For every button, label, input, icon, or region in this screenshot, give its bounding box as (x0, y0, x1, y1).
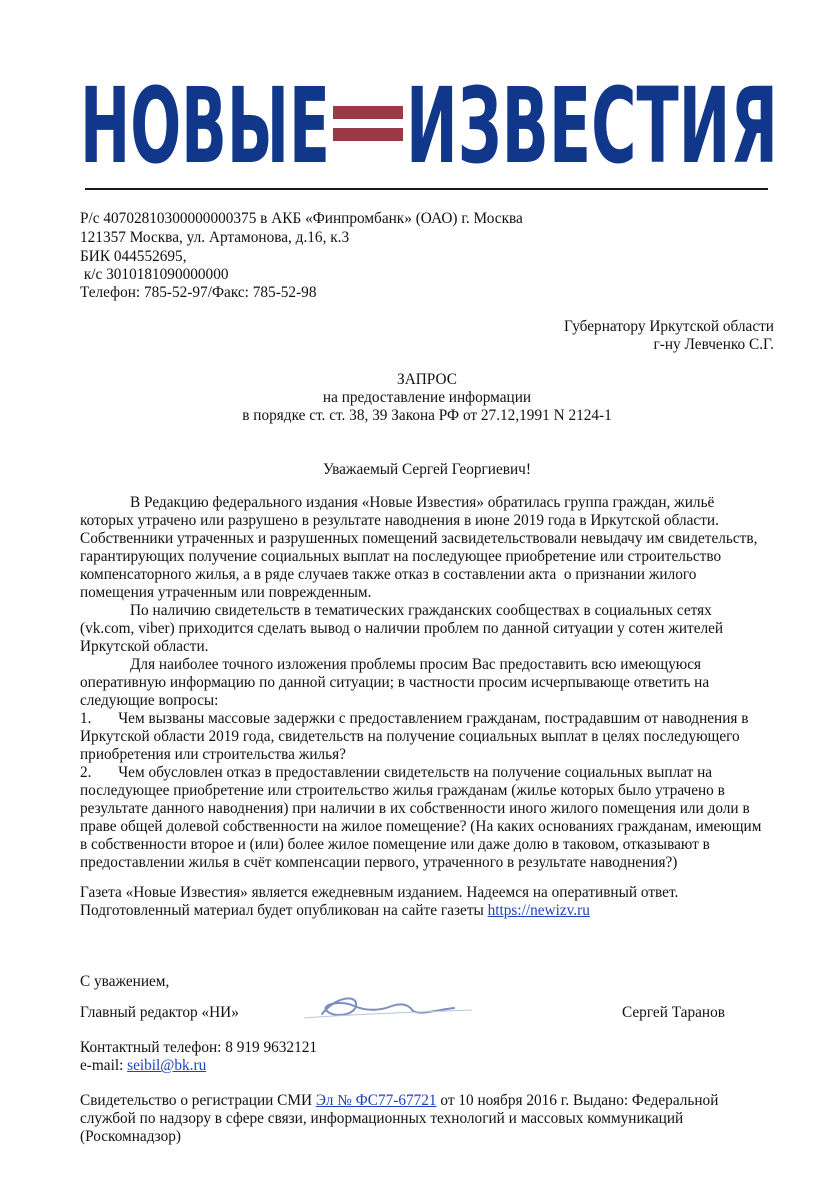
document-title: ЗАПРОС (397, 371, 457, 388)
body-line: следующие вопросы: (80, 692, 219, 709)
signer-name: Сергей Таранов (622, 1004, 725, 1021)
recipient-title: Губернатору Иркутской области (563, 318, 774, 335)
registration-link[interactable]: Эл № ФС77-67721 (315, 1092, 437, 1109)
document-legal-basis: в порядке ст. ст. 38, 39 Закона РФ от 27.12,1991 N 2124-1 (242, 407, 612, 424)
logo-word-izvestiya: ИЗВЕСТИЯ (406, 82, 778, 164)
body-line: которых утрачено или разрушено в результате наводнения в июне 2019 года в Иркутской области. (80, 512, 719, 529)
requisite-line: Телефон: 785-52-97/Факс: 785-52-98 (80, 284, 317, 301)
registration-prefix: Свидетельство о регистрации СМИ (80, 1092, 316, 1109)
body-line: (vk.com, viber) приходится сделать вывод о наличии проблем по данной ситуации у сотен жителей (80, 620, 724, 637)
regards: С уважением, (80, 973, 170, 990)
registration-info (80, 1092, 718, 1110)
requisite-line: БИК 044552695, (80, 248, 187, 265)
registration-line-2: службой по надзору в сфере связи, информационных технологий и массовых коммуникаций (80, 1110, 684, 1127)
email-label: e-mail: (80, 1057, 128, 1074)
requisite-line: 121357 Москва, ул. Артамонова, д.16, к.3 (80, 229, 350, 246)
requisite-line: к/с 3010181090000000 (80, 266, 229, 283)
closing-publication (80, 902, 590, 920)
header-divider (85, 188, 768, 190)
contact-email (80, 1057, 206, 1075)
recipient-name: г-ну Левченко С.Г. (653, 336, 774, 353)
website-link[interactable]: https://newizv.ru (487, 902, 590, 919)
registration-line-3: (Роскомнадзор) (80, 1128, 182, 1145)
body-line: в собственности второе и (или) более жилое помещение или даже долю в таковом, отказывают в (80, 836, 710, 853)
closing-text: Газета «Новые Известия» является ежедневным изданием. Надеемся на оперативный ответ. (80, 884, 679, 901)
body-line: праве общей долевой собственности на жилое помещение? (На каких основаниях гражданам, имеющим (80, 818, 762, 835)
logo-word-novye: НОВЫЕ (80, 82, 330, 164)
requisite-line: Р/с 40702810300000000375 в АКБ «Финпромбанк» (ОАО) г. Москва (80, 210, 523, 227)
body-line: гарантирующих получение социальных выплат на последующее приобретение или строительство (80, 548, 722, 565)
body-line: Для наиболее точного изложения проблемы просим Вас предоставить всю имеющуюся (130, 656, 702, 673)
body-line: По наличию свидетельств в тематических гражданских сообществах в социальных сетях (130, 602, 712, 619)
question-2: 2. Чем обусловлен отказ в предоставлении свидетельств на получение социальных выплат на (80, 764, 713, 781)
body-line: компенсаторного жилья, а в ряде случаев также отказ в составлении акта о признании жилого (80, 566, 697, 583)
logo-equals-bar-top (333, 106, 403, 119)
signer-position: Главный редактор «НИ» (80, 1004, 239, 1021)
body-line: последующее приобретение или строительство жилья гражданам (жилье которых было утрачено в (80, 782, 725, 799)
email-link[interactable]: seibil@bk.ru (127, 1057, 207, 1074)
body-line: В Редакцию федерального издания «Новые Известия» обратилась группа граждан, жильё (130, 494, 715, 511)
body-line: предоставлении жилья в счёт компенсации первого, утраченного в результате наводнения?) (80, 854, 678, 871)
body-line: Собственники утраченных и разрушенных помещений засвидетельствовали невыдачу им свидетельств, (80, 530, 758, 547)
body-line: результате данного наводнения) при наличии в их собственности иного жилого помещения или доли в (80, 800, 750, 817)
handwritten-signature (296, 988, 476, 1028)
body-line: оперативную информацию по данной ситуации; в частности просим исчерпывающе ответить на (80, 674, 710, 691)
question-1: 1. Чем вызваны массовые задержки с предоставлением гражданам, пострадавшим от наводнения в (80, 710, 749, 727)
closing-publication-text: Подготовленный материал будет опубликован на сайте газеты (80, 902, 488, 919)
contact-phone: Контактный телефон: 8 919 9632121 (80, 1039, 318, 1056)
body-line: помещения утраченным или поврежденным. (80, 584, 372, 601)
body-line: Иркутской области. (80, 638, 209, 655)
newspaper-logo (80, 82, 780, 164)
body-line: Иркутской области 2019 года, свидетельств на получение социальных выплат в целях последующего (80, 728, 740, 745)
document-subtitle: на предоставление информации (322, 389, 532, 406)
logo-equals-bar-bottom (333, 128, 403, 141)
greeting: Уважаемый Сергей Георгиевич! (323, 461, 531, 478)
registration-suffix: от 10 ноября 2016 г. Выдано: Федеральной (436, 1092, 719, 1109)
body-line: приобретения или строительства жилья? (80, 746, 346, 763)
